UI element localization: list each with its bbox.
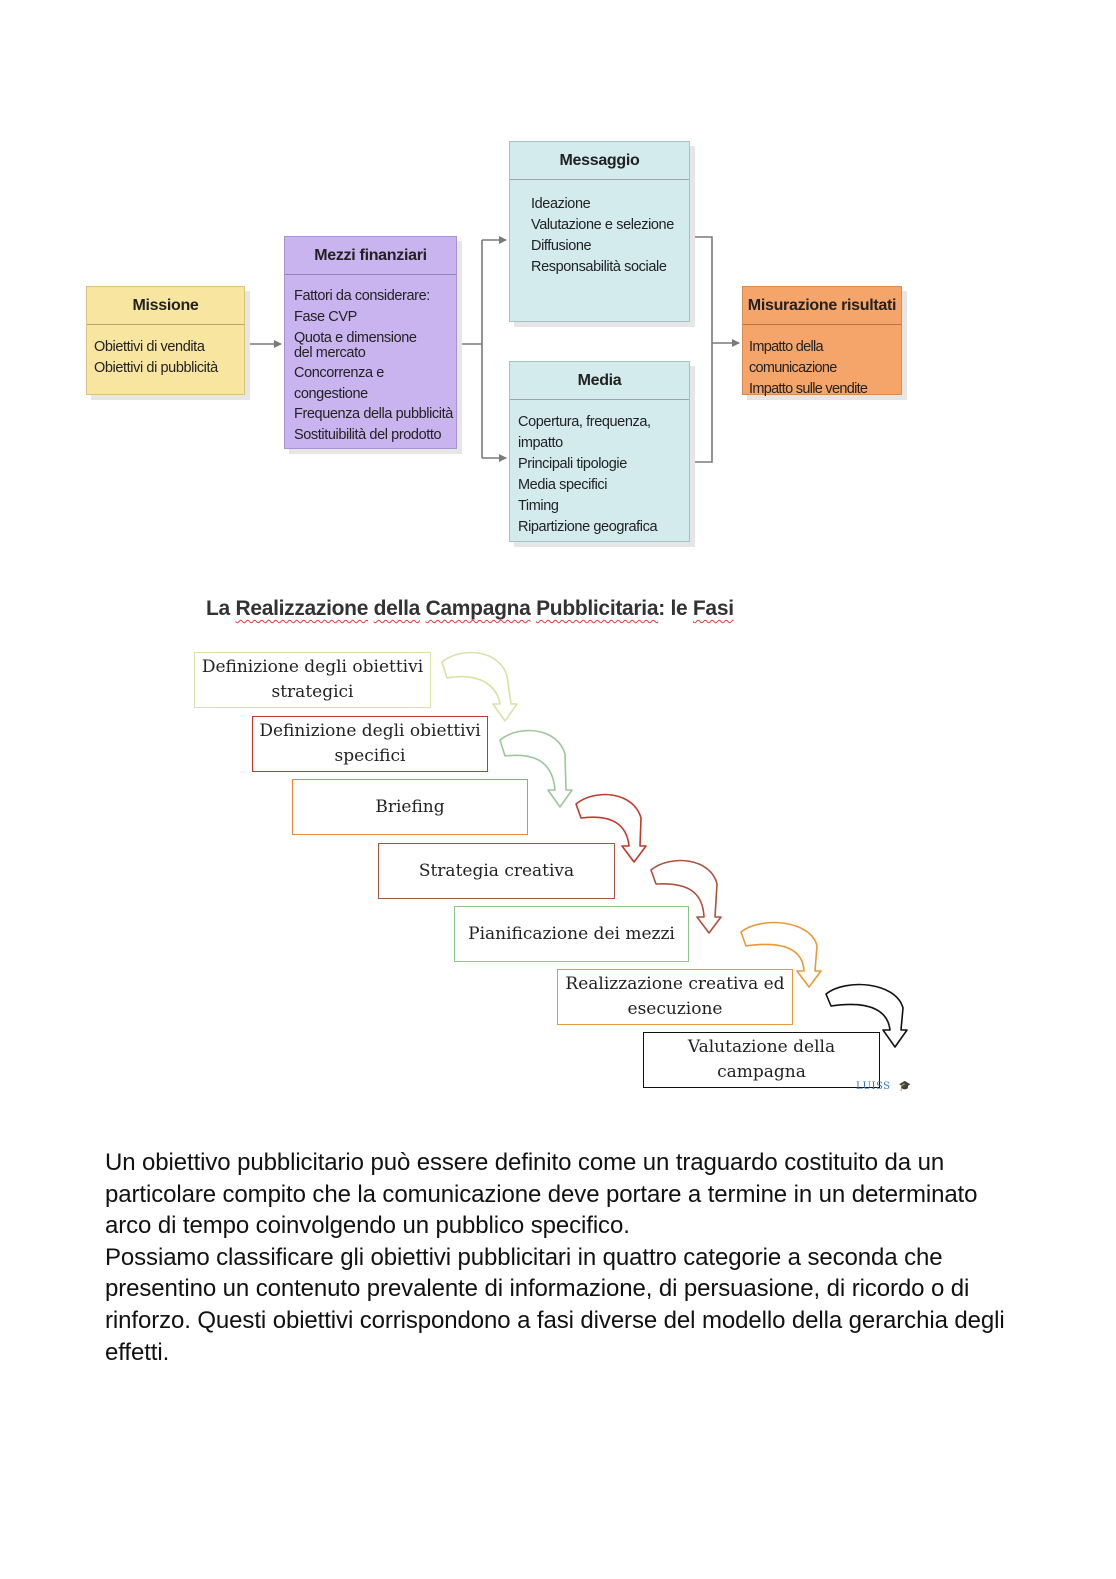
phase-step-6: Realizzazione creativa ed esecuzione: [557, 969, 793, 1025]
missione-title: Missione: [87, 287, 244, 325]
title-part: Campagna: [425, 597, 531, 620]
title-part: della: [373, 597, 421, 620]
mezzi-finanziari-title: Mezzi finanziari: [285, 237, 456, 275]
missione-item: Obiettivi di vendita: [94, 339, 205, 355]
misurazione-item: Impatto sulle vendite: [749, 381, 868, 397]
paragraph: Possiamo classificare gli obiettivi pubblicitari in quattro categorie a seconda che presentino un contenuto prevalente di informazione, di persuasione, di ricordo o di rinforzo. Questi obiettivi corrispondono a fasi diverse del modello della gerarchia degli effetti.: [105, 1243, 1005, 1366]
luiss-logo-icon: 🎓: [898, 1081, 912, 1092]
media-item: Media specifici: [518, 477, 608, 493]
phase-step-2: Definizione degli obiettivi specifici: [252, 716, 488, 772]
misurazione-title: Misurazione risultati: [743, 287, 901, 325]
media-item: Ripartizione geografica: [518, 519, 658, 535]
mezzi-item: Frequenza della pubblicità: [294, 406, 453, 422]
phase-step-1: Definizione degli obiettivi strategici: [194, 652, 431, 708]
title-part: Fasi: [692, 597, 734, 620]
title-part: Pubblicitaria: [536, 597, 659, 620]
title-part: La: [206, 597, 236, 620]
messaggio-item: Ideazione: [531, 196, 591, 212]
media-title: Media: [510, 362, 689, 400]
media-item: Principali tipologie: [518, 456, 627, 472]
phase-step-3: Briefing: [292, 779, 528, 835]
phase-step-7: Valutazione della campagna: [643, 1032, 880, 1088]
media-item: Timing: [518, 498, 559, 514]
body-text: [105, 1147, 1015, 1368]
phase-step-4: Strategia creativa: [378, 843, 615, 899]
luiss-logo: [856, 1081, 911, 1092]
title-part: : le: [658, 597, 693, 620]
misurazione-item: Impatto della comunicazione: [749, 339, 837, 376]
messaggio-item: Diffusione: [531, 238, 592, 254]
media-item: Copertura, frequenza, impatto: [518, 414, 651, 451]
mezzi-item: Sostituibilità del prodotto: [294, 426, 442, 443]
mezzi-item: Concorrenza e congestione: [294, 365, 384, 402]
messaggio-title: Messaggio: [510, 142, 689, 180]
curved-arrow-icon: [442, 653, 517, 721]
missione-item: Obiettivi di pubblicità: [94, 360, 218, 376]
luiss-logo-text: LUISS: [856, 1081, 891, 1092]
mezzi-item: Fase CVP: [294, 308, 357, 325]
messaggio-item: Valutazione e selezione: [531, 217, 674, 233]
mezzi-item: Fattori da considerare:: [294, 288, 430, 304]
phase-step-5: Pianificazione dei mezzi: [454, 906, 689, 962]
paragraph: Un obiettivo pubblicitario può essere definito come un traguardo costituito da un particolare compito che la comunicazione deve portare a termine in un determinato arco di tempo coinvolgendo un pubblico specifico.: [105, 1149, 978, 1240]
title-part: Realizzazione: [235, 597, 369, 620]
mezzi-item: Quota e dimensione del mercato: [294, 330, 417, 361]
messaggio-item: Responsabilità sociale: [531, 259, 667, 275]
